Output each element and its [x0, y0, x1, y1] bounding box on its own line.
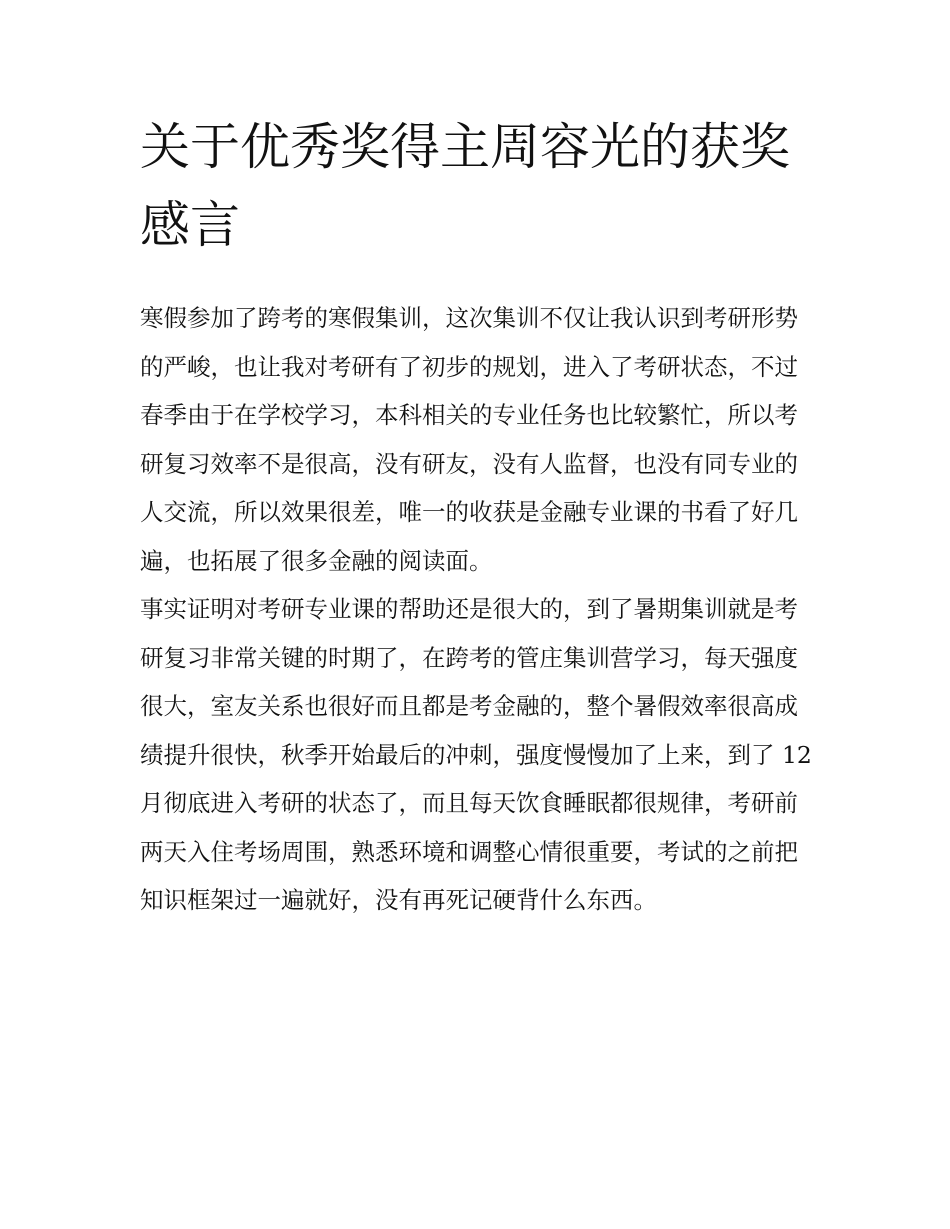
document-title: 关于优秀奖得主周容光的获奖感言 — [140, 118, 790, 254]
document-content — [140, 108, 815, 925]
body-paragraph-1: 寒假参加了跨考的寒假集训，这次集训不仅让我认识到考研形势的严峻，也让我对考研有了初步的规划，进入了考研状态，不过春季由于在学校学习，本科相关的专业任务也比较繁忙，所以考研复习效率不是很高，没有研友，没有人监督，也没有同专业的人交流，所以效果很差，唯一的收获是金融专业课的书看了好几遍，也拓展了很多金融的阅读面。 — [140, 304, 798, 575]
body-paragraph-2: 事实证明对考研专业课的帮助还是很大的，到了暑期集训就是考研复习非常关键的时期了，在跨考的管庄集训营学习，每天强度很大，室友关系也很好而且都是考金融的，整个暑假效率很高成绩提升很快，秋季开始最后的冲刺，强度慢慢加了上来，到了 12 月彻底进入考研的状态了，而且每天饮食睡眠都很规律，考研前两天入住考场周围，熟悉环境和调整心情很重要，考试的之前把知识框架过一遍就好，没有再死记硬背什么东西。 — [140, 595, 812, 914]
